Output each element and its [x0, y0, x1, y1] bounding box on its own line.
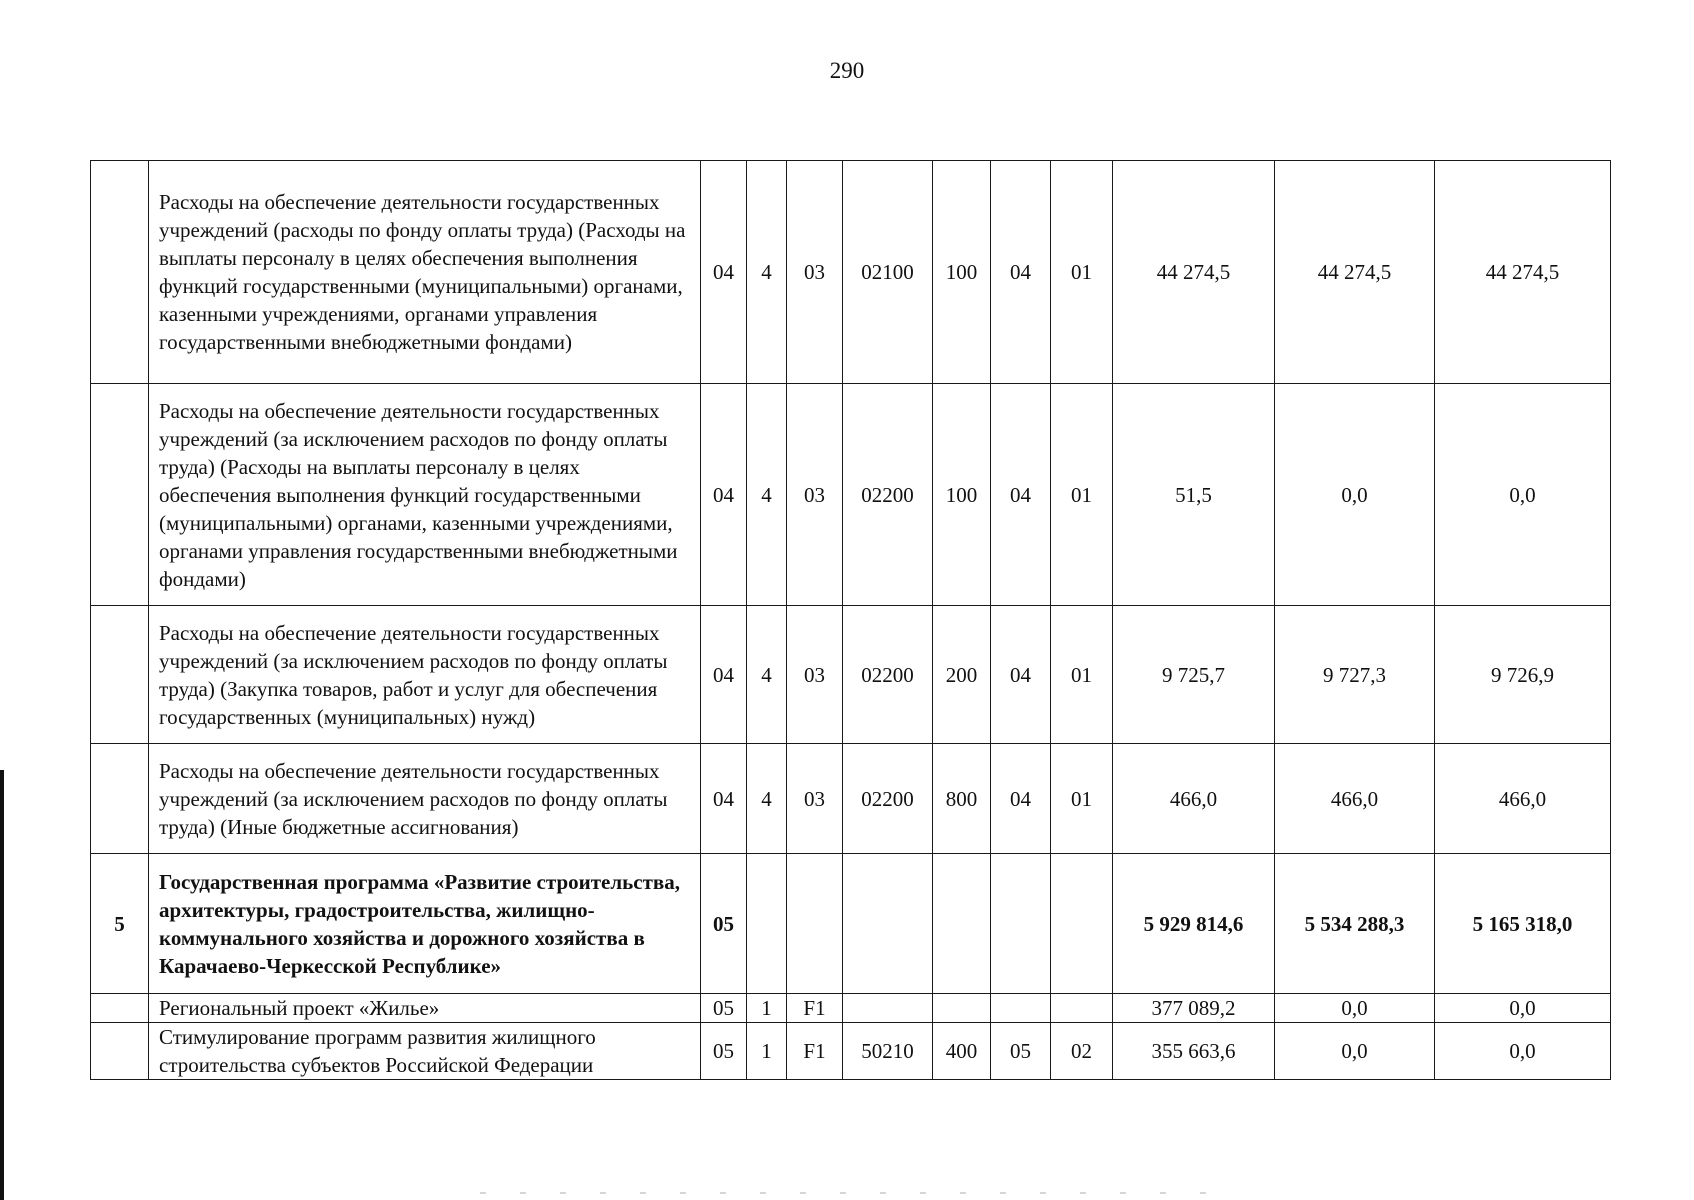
- code-subsection: 01: [1051, 384, 1113, 606]
- sum-year-2: 5 534 288,3: [1275, 854, 1435, 994]
- row-description: Региональный проект «Жилье»: [149, 994, 701, 1023]
- code-direction: 02100: [843, 161, 933, 384]
- code-subprogram: 4: [747, 744, 787, 854]
- code-direction: 02200: [843, 744, 933, 854]
- code-program: 05: [701, 994, 747, 1023]
- table-row: [91, 1023, 1611, 1080]
- row-description: Расходы на обеспечение деятельности государственных учреждений (за исключением расходов по фонду оплаты труда) (Расходы на выплаты персоналу в целях обеспечения выполнения функций государственными (муниципальными) органами, казенными учреждениями, органами управления государственными внебюджетными фондами): [149, 384, 701, 606]
- code-program: 05: [701, 854, 747, 994]
- row-description: Расходы на обеспечение деятельности государственных учреждений (расходы по фонду оплаты труда) (Расходы на выплаты персоналу в целях обеспечения выполнения функций государственными (муниципальными) органами, казенными учреждениями, органами управления государственными внебюджетными фондами): [149, 161, 701, 384]
- sum-year-2: 0,0: [1275, 384, 1435, 606]
- code-subsection: 02: [1051, 1023, 1113, 1080]
- code-subsection: 01: [1051, 161, 1113, 384]
- scan-margin-bar: [0, 770, 4, 1200]
- code-direction: [843, 854, 933, 994]
- code-section: [991, 854, 1051, 994]
- code-program: 04: [701, 161, 747, 384]
- row-number: [91, 384, 149, 606]
- row-number: [91, 161, 149, 384]
- sum-year-2: 466,0: [1275, 744, 1435, 854]
- sum-year-3: 44 274,5: [1435, 161, 1611, 384]
- sum-year-1: 355 663,6: [1113, 1023, 1275, 1080]
- table-row: [91, 161, 1611, 384]
- code-subsection: [1051, 994, 1113, 1023]
- sum-year-2: 44 274,5: [1275, 161, 1435, 384]
- code-section: 04: [991, 606, 1051, 744]
- row-description: Расходы на обеспечение деятельности государственных учреждений (за исключением расходов по фонду оплаты труда) (Закупка товаров, работ и услуг для обеспечения государственных (муниципальных) нужд): [149, 606, 701, 744]
- code-direction: [843, 994, 933, 1023]
- row-number: 5: [91, 854, 149, 994]
- code-direction: 02200: [843, 606, 933, 744]
- code-program: 04: [701, 744, 747, 854]
- code-section: [991, 994, 1051, 1023]
- code-subprogram: 1: [747, 1023, 787, 1080]
- code-subprogram: [747, 854, 787, 994]
- scan-bottom-noise: [480, 1192, 1240, 1194]
- code-subprogram: 4: [747, 161, 787, 384]
- code-event: F1: [787, 994, 843, 1023]
- sum-year-1: 5 929 814,6: [1113, 854, 1275, 994]
- row-description: Расходы на обеспечение деятельности государственных учреждений (за исключением расходов по фонду оплаты труда) (Иные бюджетные ассигнования): [149, 744, 701, 854]
- table-row: [91, 744, 1611, 854]
- code-expense-type: 100: [933, 161, 991, 384]
- code-program: 04: [701, 606, 747, 744]
- page-number: 290: [829, 58, 865, 83]
- row-number: [91, 744, 149, 854]
- code-expense-type: 400: [933, 1023, 991, 1080]
- table-row: [91, 606, 1611, 744]
- table-row: [91, 994, 1611, 1023]
- sum-year-3: 0,0: [1435, 1023, 1611, 1080]
- code-subprogram: 1: [747, 994, 787, 1023]
- sum-year-2: 9 727,3: [1275, 606, 1435, 744]
- sum-year-2: 0,0: [1275, 1023, 1435, 1080]
- code-event: [787, 854, 843, 994]
- code-event: 03: [787, 606, 843, 744]
- table-body: [91, 161, 1611, 1080]
- code-event: 03: [787, 161, 843, 384]
- row-number: [91, 1023, 149, 1080]
- sum-year-1: 44 274,5: [1113, 161, 1275, 384]
- code-program: 05: [701, 1023, 747, 1080]
- sum-year-1: 51,5: [1113, 384, 1275, 606]
- row-description: Государственная программа «Развитие строительства, архитектуры, градостроительства, жилищно-коммунального хозяйства и дорожного хозяйства в Карачаево-Черкесской Республике»: [149, 854, 701, 994]
- code-subsection: 01: [1051, 744, 1113, 854]
- sum-year-1: 9 725,7: [1113, 606, 1275, 744]
- sum-year-1: 466,0: [1113, 744, 1275, 854]
- code-program: 04: [701, 384, 747, 606]
- code-subsection: 01: [1051, 606, 1113, 744]
- code-expense-type: 200: [933, 606, 991, 744]
- code-subsection: [1051, 854, 1113, 994]
- sum-year-1: 377 089,2: [1113, 994, 1275, 1023]
- sum-year-3: 9 726,9: [1435, 606, 1611, 744]
- code-expense-type: 800: [933, 744, 991, 854]
- sum-year-3: 466,0: [1435, 744, 1611, 854]
- code-section: 04: [991, 744, 1051, 854]
- code-direction: 02200: [843, 384, 933, 606]
- sum-year-3: 0,0: [1435, 994, 1611, 1023]
- code-subprogram: 4: [747, 606, 787, 744]
- row-number: [91, 994, 149, 1023]
- code-expense-type: 100: [933, 384, 991, 606]
- code-expense-type: [933, 994, 991, 1023]
- code-event: F1: [787, 1023, 843, 1080]
- code-section: 04: [991, 384, 1051, 606]
- budget-table: [90, 160, 1611, 1080]
- table-row: [91, 384, 1611, 606]
- code-expense-type: [933, 854, 991, 994]
- row-number: [91, 606, 149, 744]
- code-event: 03: [787, 384, 843, 606]
- sum-year-2: 0,0: [1275, 994, 1435, 1023]
- code-section: 04: [991, 161, 1051, 384]
- code-event: 03: [787, 744, 843, 854]
- sum-year-3: 5 165 318,0: [1435, 854, 1611, 994]
- row-description: Стимулирование программ развития жилищного строительства субъектов Российской Федерации: [149, 1023, 701, 1080]
- code-direction: 50210: [843, 1023, 933, 1080]
- sum-year-3: 0,0: [1435, 384, 1611, 606]
- code-subprogram: 4: [747, 384, 787, 606]
- table-row: [91, 854, 1611, 994]
- code-section: 05: [991, 1023, 1051, 1080]
